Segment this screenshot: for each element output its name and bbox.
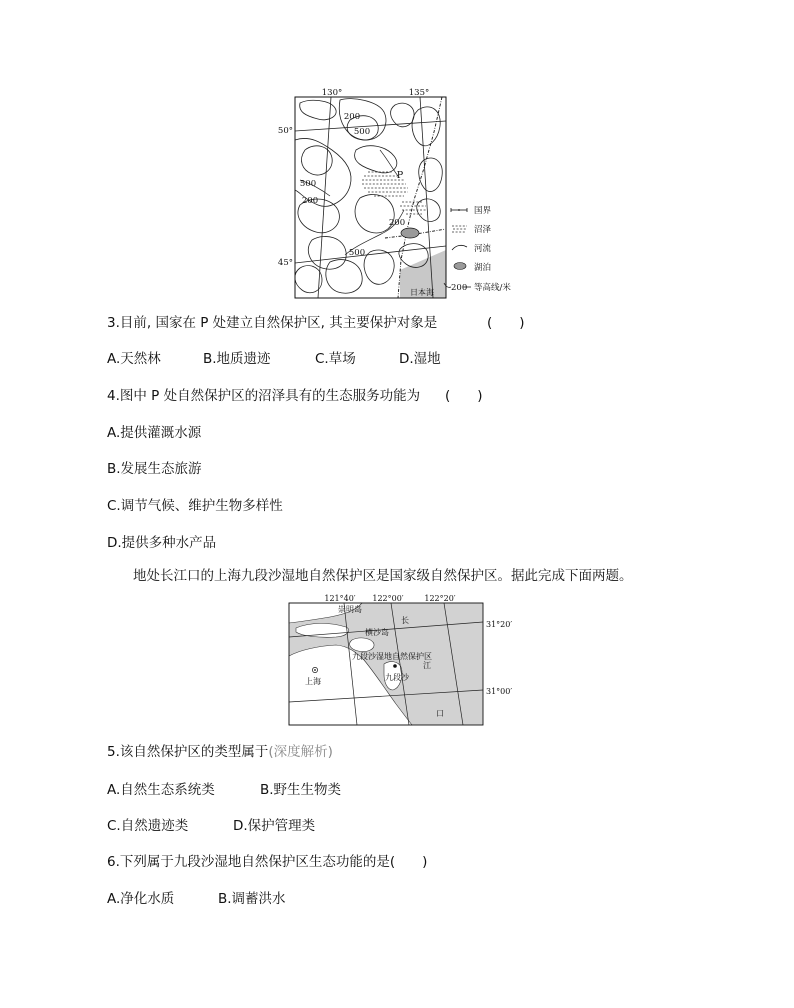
question-4-stem: 4.图中 P 处自然保护区的沼泽具有的生态服务功能为	[107, 388, 421, 404]
sea-label: 日本海	[410, 288, 434, 297]
river-char-jiang: 江	[423, 661, 431, 670]
longitude-label: 122°20′	[424, 594, 456, 603]
question-3-option-c: C.草场	[315, 351, 356, 367]
longitude-label: 121°40′	[324, 594, 356, 603]
map-jiuduansha	[280, 590, 515, 730]
question-3-option-d: D.湿地	[399, 351, 441, 367]
legend-lake-label: 湖泊	[474, 263, 492, 273]
question-6-stem: 6.下列属于九段沙湿地自然保护区生态功能的是	[107, 854, 390, 870]
question-5	[107, 743, 333, 761]
legend-lake-symbol	[454, 263, 466, 270]
longitude-label: 135°	[408, 88, 430, 98]
question-4-option-d: D.提供多种水产品	[107, 535, 217, 551]
question-3-answer-bracket: ( )	[487, 315, 525, 331]
latitude-label: 31°00′	[486, 687, 513, 696]
legend-river-label: 河流	[474, 244, 492, 254]
longitude-label: 130°	[321, 88, 343, 98]
shanghai-label: 上海	[305, 677, 321, 686]
legend-marsh-symbol	[452, 226, 467, 232]
question-5-option-a: A.自然生态系统类	[107, 782, 215, 798]
contour-label: 500	[348, 248, 366, 258]
legend-river-symbol	[452, 245, 467, 250]
contour-label: 500	[353, 127, 371, 137]
question-6-option-a: A.净化水质	[107, 891, 175, 907]
passage-intro: 地处长江口的上海九段沙湿地自然保护区是国家级自然保护区。据此完成下面两题。	[133, 568, 633, 584]
channel-island	[296, 623, 349, 637]
contour-label: 200	[388, 218, 406, 228]
legend-contour-value: 200	[451, 283, 468, 293]
river-char-chang: 长	[401, 616, 409, 625]
lake	[401, 228, 419, 238]
analysis-note: (深度解析)	[268, 744, 333, 760]
contour-label: 200	[343, 112, 361, 122]
contour-label: 200	[301, 196, 319, 206]
jiuduansha-label: 九段沙	[385, 673, 409, 682]
legend-contour-label: 等高线/米	[474, 283, 511, 293]
jiuduansha-point	[393, 664, 397, 668]
question-4-answer-bracket: ( )	[445, 388, 483, 404]
map-legend	[444, 206, 511, 293]
question-5-option-d: D.保护管理类	[233, 818, 316, 834]
latitude-label: 50°	[277, 126, 293, 136]
chongming-label: 崇明岛	[338, 605, 362, 614]
question-5-option-c: C.自然遗迹类	[107, 818, 189, 834]
contour-label: 500	[299, 179, 317, 189]
latitude-label: 31°20′	[486, 620, 513, 629]
map-p-reserve	[275, 85, 530, 303]
question-4-option-a: A.提供灌溉水源	[107, 425, 202, 441]
legend-marsh-label: 沼泽	[474, 225, 492, 235]
question-4-option-b: B.发展生态旅游	[107, 461, 202, 477]
question-4-option-c: C.调节气候、维护生物多样性	[107, 498, 283, 514]
question-5-stem: 5.该自然保护区的类型属于	[107, 744, 269, 760]
question-6-answer-bracket: ( )	[389, 854, 428, 870]
question-3-option-b: B.地质遗迹	[203, 351, 271, 367]
question-5-option-b: B.野生生物类	[260, 782, 342, 798]
question-6	[107, 853, 427, 871]
question-6-option-b: B.调蓄洪水	[218, 891, 286, 907]
longitude-label: 122°00′	[372, 594, 404, 603]
legend-border-label: 国界	[474, 206, 492, 216]
question-3-stem: 3.目前, 国家在 P 处建立自然保护区, 其主要保护对象是	[107, 315, 438, 331]
point-p-label: P	[396, 170, 404, 181]
reserve-label: 九段沙湿地自然保护区	[352, 652, 432, 661]
hengsha-label: 横沙岛	[365, 628, 389, 637]
legend-border-symbol	[451, 208, 467, 212]
shanghai-city-dot	[314, 669, 316, 671]
latitude-label: 45°	[277, 258, 293, 268]
question-3-option-a: A.天然林	[107, 351, 161, 367]
river-char-kou: 口	[436, 709, 444, 718]
